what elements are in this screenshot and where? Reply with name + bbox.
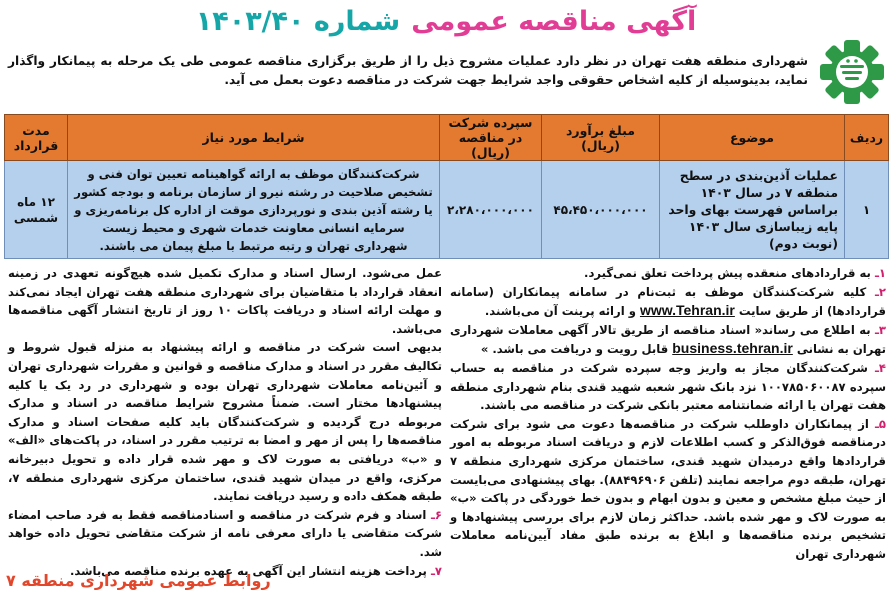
condition-item: ۷ـ پرداخت هزینه انتشار این آگهی به عهده برنده مناقصه می‌باشد. [69, 563, 442, 578]
public-relations-signature: روابط عمومی شهرداری منطقه ۷ [6, 571, 271, 590]
conditions-section [8, 264, 886, 576]
cell-requirements: شرکت‌کنندگان موظف به ارائه گواهینامه تعیین توان فنی و تشخیص صلاحیت در رشته نیرو از سازمان برنامه و بودجه کشور یا رشته آذین بندی و نورپردازی موقت از اداره کل برنامه‌ریزی و سرمایه انسانی معاونت خدمات شهری و محیط زیست شهرداری تهران و رتبه مرتبط با مبلغ پیمان می باشند. [68, 161, 440, 259]
condition-item: عمل می‌شود. ارسال اسناد و مدارک تکمیل شده هیچ‌گونه تعهدی در زمینه انعقاد قرارداد با متقاضیان برای شهرداری منطقه هفت تهران ایجاد نمی‌کند و مهلت ارائه اسناد و دریافت پاکات ۱۰ روز از تاریخ انتشار آگهی مناقصه‌ها می‌باشد. [8, 266, 443, 336]
tender-table [4, 114, 889, 259]
header-estimate: مبلغ برآورد (ریال) [542, 115, 660, 161]
title-number: شماره ۱۴۰۳/۴۰ [195, 6, 401, 37]
header-deposit: سپرده شرکت در مناقصه (ریال) [440, 115, 542, 161]
cell-estimate: ۴۵،۴۵۰،۰۰۰،۰۰۰ [542, 161, 660, 259]
condition-item: بدیهی است شرکت در مناقصه و ارائه پیشنهاد به منزله قبول شروط و تکالیف مقرر در اسناد و مدارک مناقصه و قوانین و مقررات شهرداری تهران و آئین‌نامه معاملات شهرداری تهران بوده و شهرداری در رد یک یا کلیه پیشنهادها مختار است. ضمناً مشروح شرایط مناقصه در اسناد و مدارک مربوطه درج گردیده و شرکت‌کنندگان باید کلیه صفحات اسناد و مدارک مناقصه‌ها را پس از مهر و امضا به ترتیب مقرر در اسناد، در پاکت‌های «الف» و «ب» دریافتی به صورت لاک و مهر شده قرار داده و تحویل دبیرخانه مرکزی، واقع در میدان شهید قندی، ساختمان مرکزی شهرداری منطقه ۷، طبقه همکف داده و رسید دریافت نمایند. [8, 340, 442, 504]
conditions-left-column [8, 264, 442, 580]
notice-title [150, 6, 742, 46]
header-duration: مدت قرارداد [5, 115, 68, 161]
municipality-logo-icon [818, 38, 886, 106]
condition-item: ۴ـ شرکت‌کنندگان مجاز به واریز وجه سپرده شرکت در مناقصه به حساب سپرده ۱۰۰۷۸۵۰۶۰۰۸۷ نزد بانک شهر شعبه شهید قندی بنام شهرداری منطقه هفت تهران یا ارائه ضمانتنامه معتبر بانکی شرکت در مناقصه می باشند. [450, 360, 886, 413]
cell-deposit: ۲،۲۸۰،۰۰۰،۰۰۰ [440, 161, 542, 259]
condition-item: ۶ـ اسناد و فرم شرکت در مناقصه و اسنادمناقصه فقط به فرد صاحب امضاء شرکت متقاضی یا دارای معرفی نامه از شرکت متقاضی تحویل داده خواهد شد. [8, 507, 442, 559]
cell-subject: عملیات آذین‌بندی در سطح منطقه ۷ در سال ۱۴۰۳ براساس فهرست بهای واحد پایه زیباسازی سال ۱۴۰۳ (نوبت دوم) [660, 161, 845, 259]
organization-name: شهرداری منطقه هفت تهران [631, 54, 808, 68]
condition-item: ۵ـ از پیمانکاران داوطلب شرکت در مناقصه‌ها دعوت می شود برای شرکت درمناقصه فوق‌الذکر و کسب اطلاعات لازم و دریافت اسناد مربوطه به امور قراردادها واقع درمیدان شهید قندی، ساختمان مرکزی شهرداری منطقه ۷ تهران، طبقه دوم مراجعه نمایند (تلفن ۸۸۴۹۶۹۰۶). بهای پیشنهادی می‌بایست از حیث مبلغ مشخص و معین و بدون ابهام و بدون خط خوردگی در پاکت «ب» به صورت لاک و مهر شده باشد. حداکثر زمان لازم برای بررسی پیشنهادها و تشخیص برنده مناقصه‌ها و ابلاغ به برنده طبق مفاد آیین‌نامه معاملات شهرداری تهران [450, 416, 886, 561]
table-row [5, 161, 889, 259]
condition-item: ۳ـ به اطلاع می رساند« اسناد مناقصه از طریق تالار آگهی معاملات شهرداری تهران به نشانی business.tehran.ir قابل رویت و دریافت می باشد. » [450, 322, 886, 357]
intro-text: در نظر دارد عملیات مشروح ذیل را از طریق برگزاری مناقصه عمومی طی یک مرحله به پیمانکار واگذار نماید، بدینوسیله از کلیه اشخاص حقوقی واجد شرایط جهت شرکت در مناقصه دعوت بعمل می آید. [8, 54, 808, 87]
cell-row-number: ۱ [845, 161, 889, 259]
table-header-row [5, 115, 889, 161]
header-subject: موضوع [660, 115, 845, 161]
business-portal-link[interactable]: business.tehran.ir [672, 340, 793, 357]
intro-paragraph [8, 52, 808, 90]
header-requirements: شرایط مورد نیاز [68, 115, 440, 161]
tehran-website-link[interactable]: www.Tehran.ir [639, 302, 735, 319]
condition-item: ۲ـ کلیه شرکت‌کنندگان موظف به ثبت‌نام در سامانه پیمانکاران (سامانه قراردادها) از طریق سایت www.Tehran.ir و ارائه پرینت آن می‌باشند. [450, 284, 886, 319]
header-row-number: ردیف [845, 115, 889, 161]
condition-item: ۱ـ به قراردادهای منعقده پیش پرداخت تعلق نمی‌گیرد. [584, 266, 886, 280]
cell-duration: ۱۲ ماه شمسی [5, 161, 68, 259]
title-main: آگهی مناقصه عمومی [411, 6, 697, 37]
conditions-right-column [450, 264, 886, 564]
